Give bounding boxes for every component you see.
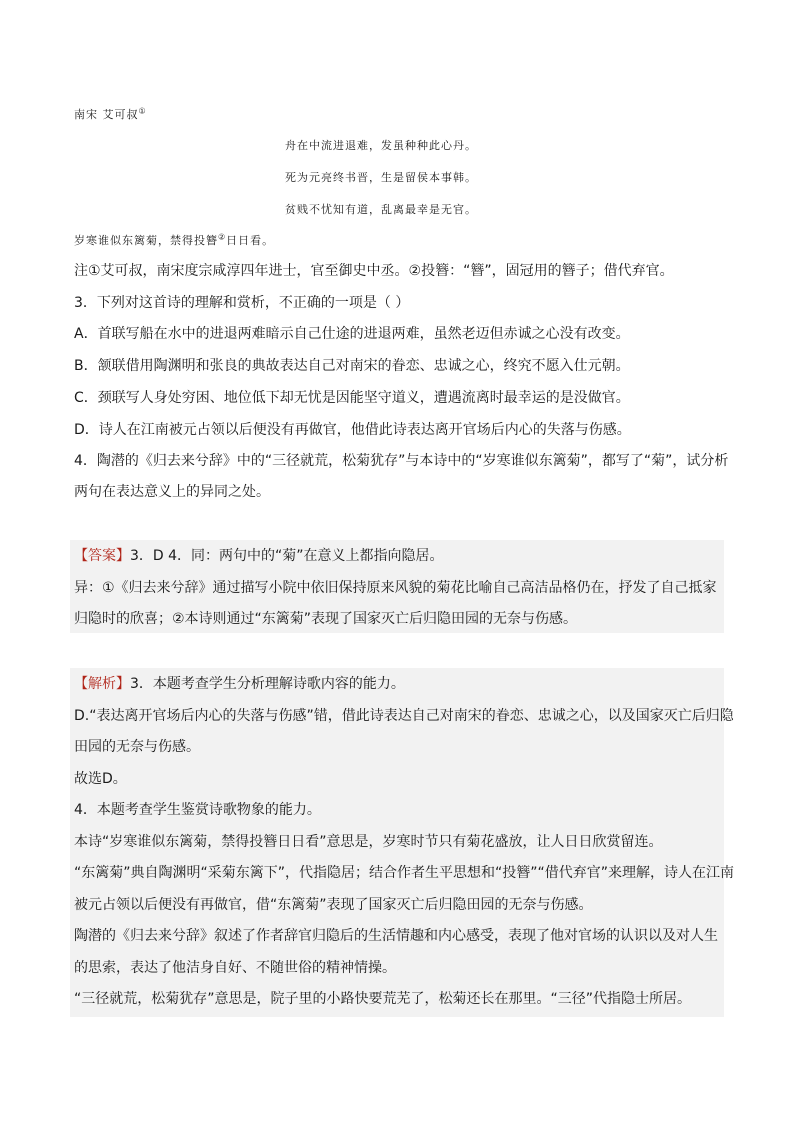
answer-box: [70, 540, 724, 633]
analysis-line: 被元占领以后便没有再做官，借“东篱菊”表现了国家灭亡后归隐田园的无奈与伤感。: [74, 897, 593, 913]
option-a: A．首联写船在水中的进退两难暗示自己仕途的进退两难，虽然老迈但赤诚之心没有改变。: [74, 326, 630, 342]
poem-line-3: 贫贱不忧知有道，乱离最幸是无官。: [285, 203, 477, 216]
analysis-line: “三径就荒，松菊犹存”意思是，院子里的小路快要荒芜了，松菊还长在那里。“三径”代指隐士所居。: [74, 991, 692, 1007]
answer-line: 异：①《归去来兮辞》通过描写小院中依旧保持原来风貌的菊花比喻自己高洁品格仍在，抒发了自己抵家: [74, 580, 717, 596]
question-4-line-1: 4．陶潜的《归去来兮辞》中的“三径就荒，松菊犹存”与本诗中的“岁寒谁似东篱菊”，都写了“菊”，试分析: [74, 453, 729, 469]
analysis-line: D.“表达离开官场后内心的失落与伤感”错，借此诗表达自己对南宋的眷恋、忠诚之心，以及国家灭亡后归隐: [74, 708, 734, 724]
footnote-mark-1: ①: [138, 106, 147, 116]
question-4-line-2: 两句在表达意义上的异同之处。: [74, 484, 270, 500]
question-3-stem: 3．下列对这首诗的理解和赏析，不正确的一项是（ ）: [74, 295, 410, 311]
analysis-tag: 【解析】: [74, 676, 130, 692]
analysis-line: 陶潜的《归去来兮辞》叙述了作者辞官归隐后的生活情趣和内心感受，表现了他对官场的认识以及对人生: [74, 928, 718, 944]
analysis-line: 田园的无奈与伤感。: [74, 739, 200, 755]
option-b: B．颔联借用陶渊明和张良的典故表达自己对南宋的眷恋、忠诚之心，终究不愿入仕元朝。: [74, 358, 630, 374]
analysis-first-line: 【解析】3．本题考查学生分析理解诗歌内容的能力。: [74, 676, 405, 692]
footnote-mark-2: ②: [218, 232, 227, 242]
analysis-line: 4．本题考查学生鉴赏诗歌物象的能力。: [74, 802, 321, 818]
analysis-line: “东篱菊”典自陶渊明“采菊东篱下”，代指隐居；结合作者生平思想和“投簪”“借代弃官”来理解，诗人在江南: [74, 865, 735, 881]
poem-line-2: 死为元亮终书晋，生是留侯本事韩。: [285, 171, 477, 184]
poem-line-1: 舟在中流进退难，发虽种种此心丹。: [285, 139, 477, 152]
option-d: D．诗人在江南被元占领以后便没有再做官，他借此诗表达离开官场后内心的失落与伤感。: [74, 422, 631, 438]
answer-first-line: 【答案】3．D 4．同：两句中的“菊”在意义上都指向隐居。: [74, 548, 444, 564]
poem-line-4: 岁寒谁似东篱菊，禁得投簪②日日看。: [74, 232, 275, 247]
analysis-line: 故选D。: [74, 771, 127, 787]
answer-tag: 【答案】: [74, 548, 130, 564]
option-c: C．颈联写人身处穷困、地位低下却无忧是因能坚守道义，遭遇流离时最幸运的是没做官。: [74, 390, 630, 406]
poem-author: 南宋 艾可叔①: [74, 106, 147, 121]
analysis-box: [70, 668, 735, 1017]
analysis-line: 的思索，表达了他洁身自好、不随世俗的精神情操。: [74, 960, 396, 976]
footnote-text: 注①艾可叔，南宋度宗咸淳四年进士，官至御史中丞。②投簪：“簪”，固冠用的簪子；借代弃官。: [74, 263, 674, 279]
answer-line: 归隐时的欣喜；②本诗则通过“东篱菊”表现了国家灭亡后归隐田园的无奈与伤感。: [74, 611, 578, 627]
analysis-line: 本诗“岁寒谁似东篱菊，禁得投簪日日看”意思是，岁寒时节只有菊花盛放，让人日日欣赏留连。: [74, 834, 663, 850]
